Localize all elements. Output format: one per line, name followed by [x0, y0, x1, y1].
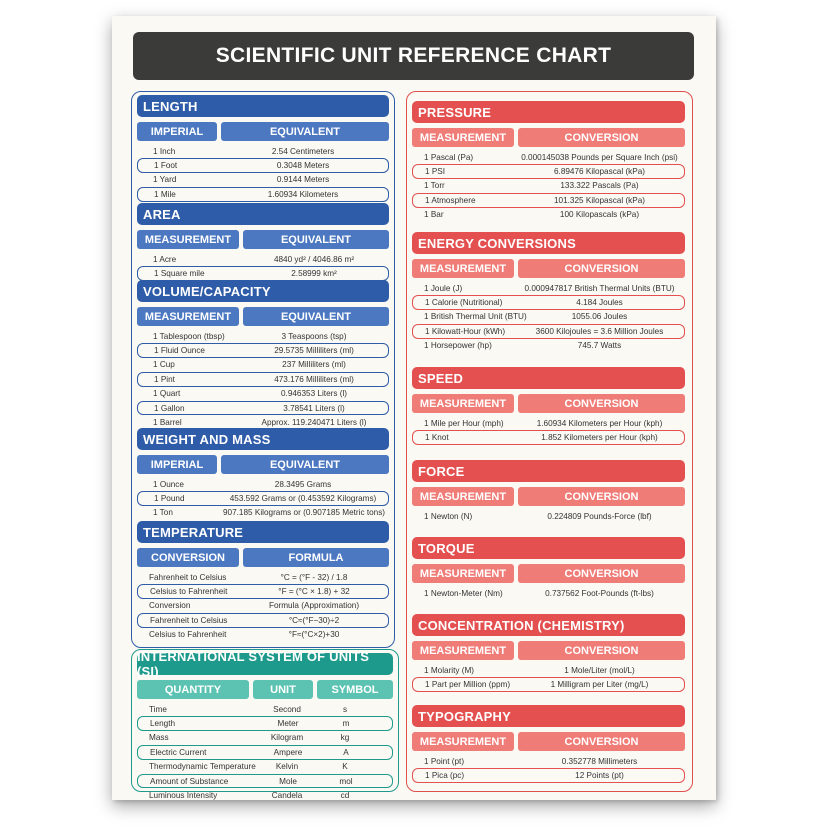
- table-row: [412, 663, 685, 677]
- table-cell: Time: [149, 704, 167, 714]
- table-cell: 1 Torr: [424, 181, 445, 191]
- table-row: [412, 164, 685, 178]
- table-row: [137, 372, 389, 386]
- table-cell: °F≈(°C×2)+30: [288, 630, 340, 640]
- pressure-col2-header: CONVERSION: [518, 128, 685, 147]
- table-cell: 1 Square mile: [154, 269, 205, 279]
- pressure-section: [412, 101, 685, 222]
- si-col3-header: SYMBOL: [317, 680, 393, 699]
- table-cell: 1 Newton (N): [424, 511, 473, 521]
- table-cell: 1 Tablespoon (tbsp): [153, 331, 225, 341]
- torque-column-headers: [412, 564, 685, 583]
- table-cell: Conversion: [149, 601, 191, 611]
- table-row: [412, 768, 685, 782]
- pressure-col1-header: MEASUREMENT: [412, 128, 514, 147]
- table-row: [412, 310, 685, 324]
- table-cell: 1 Cup: [153, 360, 175, 370]
- table-row: [137, 628, 389, 642]
- table-row: [137, 343, 389, 357]
- torque-col1-header: MEASUREMENT: [412, 564, 514, 583]
- table-cell: 1 Barrel: [153, 418, 182, 428]
- table-cell: 0.000947817 British Thermal Units (BTU): [524, 283, 675, 293]
- table-cell: Kelvin: [275, 762, 299, 772]
- table-cell: Amount of Substance: [150, 776, 229, 786]
- table-cell: 745.7 Watts: [577, 341, 622, 351]
- table-cell: 907.185 Kilograms or (0.907185 Metric tons): [223, 508, 386, 518]
- table-cell: 0.9144 Meters: [276, 175, 330, 185]
- table-row: [137, 702, 393, 716]
- table-row: [137, 173, 389, 187]
- table-row: [137, 266, 389, 280]
- force-section: [412, 460, 685, 523]
- table-cell: 0.737562 Foot-Pounds (ft-lbs): [545, 588, 654, 598]
- speed-column-headers: [412, 394, 685, 413]
- table-row: [412, 150, 685, 164]
- table-cell: 3 Teaspoons (tsp): [281, 331, 347, 341]
- speed-section: [412, 367, 685, 445]
- force-heading: FORCE: [412, 460, 685, 482]
- table-row: [137, 613, 389, 627]
- table-row: [412, 416, 685, 430]
- table-row: [137, 477, 389, 491]
- table-cell: 453.592 Grams or (0.453592 Kilograms): [229, 494, 377, 504]
- table-cell: 1 Foot: [154, 161, 178, 171]
- table-row: [137, 144, 389, 158]
- table-cell: °F = (°C × 1.8) + 32: [278, 587, 350, 597]
- table-row: [137, 252, 389, 266]
- table-cell: 1 Gallon: [154, 403, 185, 413]
- table-cell: mol: [339, 776, 353, 786]
- table-cell: 1 Acre: [153, 254, 177, 264]
- table-cell: 1 PSI: [425, 167, 446, 177]
- table-row: [137, 731, 393, 745]
- table-row: [412, 509, 685, 523]
- table-cell: Formula (Approximation): [268, 601, 360, 611]
- table-cell: 1 Yard: [153, 175, 177, 185]
- table-row: [412, 677, 685, 691]
- weight-heading: WEIGHT AND MASS: [137, 428, 389, 450]
- table-row: [137, 745, 393, 759]
- concentration-column-headers: [412, 641, 685, 660]
- table-cell: cd: [340, 791, 350, 801]
- table-cell: 1 Ounce: [153, 479, 184, 489]
- table-row: [137, 358, 389, 372]
- table-row: [412, 324, 685, 338]
- table-cell: 0.224809 Pounds-Force (lbf): [547, 511, 652, 521]
- table-cell: 1 Mile per Hour (mph): [424, 418, 504, 428]
- length-col1-header: IMPERIAL: [137, 122, 217, 141]
- table-cell: 1 Ton: [153, 508, 173, 518]
- table-row: [137, 158, 389, 172]
- table-cell: 100 Kilopascals (kPa): [559, 210, 640, 220]
- table-cell: Luminous Intensity: [149, 791, 218, 801]
- length-section: [137, 95, 389, 202]
- typography-col2-header: CONVERSION: [518, 732, 685, 751]
- typography-heading: TYPOGRAPHY: [412, 705, 685, 727]
- torque-section: [412, 537, 685, 600]
- table-cell: 0.3048 Meters: [276, 161, 330, 171]
- table-row: [137, 387, 389, 401]
- energy-col2-header: CONVERSION: [518, 259, 685, 278]
- table-row: [137, 788, 393, 802]
- volume-heading: VOLUME/CAPACITY: [137, 280, 389, 302]
- temperature-column-headers: [137, 548, 389, 567]
- table-cell: 1 Molarity (M): [424, 665, 475, 675]
- temperature-heading: TEMPERATURE: [137, 521, 389, 543]
- typography-column-headers: [412, 732, 685, 751]
- table-cell: 4.184 Joules: [576, 298, 623, 308]
- table-cell: K: [342, 762, 348, 772]
- concentration-heading: CONCENTRATION (CHEMISTRY): [412, 614, 685, 636]
- table-cell: 1 Atmosphere: [425, 195, 476, 205]
- table-cell: Mole: [279, 776, 297, 786]
- length-col2-header: EQUIVALENT: [221, 122, 389, 141]
- torque-heading: TORQUE: [412, 537, 685, 559]
- table-row: [137, 187, 389, 201]
- table-cell: 1 Quart: [153, 389, 181, 399]
- volume-column-headers: [137, 307, 389, 326]
- table-cell: 1 Bar: [424, 210, 444, 220]
- table-row: [137, 401, 389, 415]
- volume-col2-header: EQUIVALENT: [243, 307, 389, 326]
- table-cell: Kilogram: [270, 733, 304, 743]
- chart-title: SCIENTIFIC UNIT REFERENCE CHART: [133, 32, 694, 80]
- speed-heading: SPEED: [412, 367, 685, 389]
- weight-section: [137, 428, 389, 520]
- table-cell: Mass: [149, 733, 169, 743]
- table-cell: 28.3495 Grams: [274, 479, 332, 489]
- concentration-section: [412, 614, 685, 692]
- table-cell: 0.000145038 Pounds per Square Inch (psi): [521, 152, 678, 162]
- table-cell: 1 Mole/Liter (mol/L): [564, 665, 635, 675]
- table-cell: Meter: [277, 719, 299, 729]
- table-cell: 2.58999 km²: [291, 269, 337, 279]
- speed-col1-header: MEASUREMENT: [412, 394, 514, 413]
- si-col2-header: UNIT: [253, 680, 313, 699]
- temperature-section: [137, 521, 389, 642]
- table-cell: m: [342, 719, 350, 729]
- table-cell: A: [343, 747, 349, 757]
- table-row: [137, 329, 389, 343]
- table-cell: Thermodynamic Temperature: [149, 762, 256, 772]
- area-section: [137, 203, 389, 281]
- table-cell: 29.5735 Milliliters (ml): [274, 346, 354, 356]
- length-heading: LENGTH: [137, 95, 389, 117]
- table-cell: 4840 yd² / 4046.86 m²: [273, 254, 355, 264]
- pressure-column-headers: [412, 128, 685, 147]
- area-column-headers: [137, 230, 389, 249]
- si-heading: INTERNATIONAL SYSTEM OF UNITS (SI): [137, 653, 393, 675]
- table-row: [137, 716, 393, 730]
- table-cell: 1 Horsepower (hp): [424, 341, 492, 351]
- table-row: [137, 506, 389, 520]
- force-col2-header: CONVERSION: [518, 487, 685, 506]
- weight-column-headers: [137, 455, 389, 474]
- table-cell: Fahrenheit to Celsius: [149, 572, 227, 582]
- length-column-headers: [137, 122, 389, 141]
- table-cell: °C≈(°F−30)÷2: [288, 615, 340, 625]
- table-cell: 12 Points (pt): [575, 771, 624, 781]
- weight-col2-header: EQUIVALENT: [221, 455, 389, 474]
- si-section: [137, 649, 393, 803]
- table-row: [412, 179, 685, 193]
- table-cell: 133.322 Pascals (Pa): [560, 181, 639, 191]
- table-cell: 1 Calorie (Nutritional): [425, 298, 503, 308]
- table-row: [412, 754, 685, 768]
- table-cell: 1 Knot: [425, 433, 449, 443]
- weight-col1-header: IMPERIAL: [137, 455, 217, 474]
- concentration-col2-header: CONVERSION: [518, 641, 685, 660]
- table-cell: 6.89476 Kilopascal (kPa): [553, 167, 646, 177]
- torque-col2-header: CONVERSION: [518, 564, 685, 583]
- si-column-headers: [137, 680, 393, 699]
- table-cell: 3600 Kilojoules = 3.6 Million Joules: [535, 326, 664, 336]
- table-cell: 1055.06 Joules: [571, 312, 628, 322]
- table-cell: 1 Pint: [154, 374, 175, 384]
- table-row: [412, 193, 685, 207]
- area-heading: AREA: [137, 203, 389, 225]
- reference-sheet: [112, 16, 716, 800]
- table-cell: 1.60934 Kilometers per Hour (kph): [536, 418, 663, 428]
- table-cell: Celsius to Fahrenheit: [150, 587, 228, 597]
- table-row: [412, 339, 685, 353]
- table-cell: 1.852 Kilometers per Hour (kph): [541, 433, 658, 443]
- table-cell: Candela: [271, 791, 303, 801]
- table-row: [137, 584, 389, 598]
- concentration-col1-header: MEASUREMENT: [412, 641, 514, 660]
- table-cell: Approx. 119.240471 Liters (l): [261, 418, 367, 428]
- table-cell: 2.54 Centimeters: [271, 146, 335, 156]
- si-col1-header: QUANTITY: [137, 680, 249, 699]
- table-row: [137, 491, 389, 505]
- table-cell: Fahrenheit to Celsius: [150, 615, 228, 625]
- table-row: [412, 586, 685, 600]
- table-cell: Second: [273, 704, 301, 714]
- table-cell: 1 Joule (J): [424, 283, 463, 293]
- table-cell: 1 Mile: [154, 189, 176, 199]
- table-cell: 0.352778 Millimeters: [561, 756, 638, 766]
- table-row: [137, 570, 389, 584]
- table-cell: 1 Pound: [154, 494, 185, 504]
- typography-section: [412, 705, 685, 783]
- table-cell: 1 Kilowatt-Hour (kWh): [425, 326, 506, 336]
- energy-col1-header: MEASUREMENT: [412, 259, 514, 278]
- table-cell: Length: [150, 719, 176, 729]
- table-cell: 1.60934 Kilometers: [267, 189, 339, 199]
- table-cell: 1 Fluid Ounce: [154, 346, 205, 356]
- energy-column-headers: [412, 259, 685, 278]
- table-row: [137, 774, 393, 788]
- table-row: [137, 760, 393, 774]
- typography-col1-header: MEASUREMENT: [412, 732, 514, 751]
- table-cell: Electric Current: [150, 747, 207, 757]
- force-column-headers: [412, 487, 685, 506]
- table-row: [412, 281, 685, 295]
- table-cell: 1 Point (pt): [424, 756, 465, 766]
- force-col1-header: MEASUREMENT: [412, 487, 514, 506]
- table-cell: s: [342, 704, 348, 714]
- temperature-col1-header: CONVERSION: [137, 548, 239, 567]
- table-cell: 473.176 Milliliters (ml): [274, 374, 354, 384]
- table-cell: 1 Part per Million (ppm): [425, 680, 511, 690]
- energy-section: [412, 232, 685, 353]
- table-cell: 1 Newton-Meter (Nm): [424, 588, 503, 598]
- pressure-heading: PRESSURE: [412, 101, 685, 123]
- table-cell: 0.946353 Liters (l): [281, 389, 347, 399]
- table-row: [412, 208, 685, 222]
- table-cell: Celsius to Fahrenheit: [149, 630, 227, 640]
- table-row: [412, 430, 685, 444]
- table-cell: 1 British Thermal Unit (BTU): [424, 312, 527, 322]
- area-col1-header: MEASUREMENT: [137, 230, 239, 249]
- table-cell: 1 Pica (pc): [425, 771, 465, 781]
- table-cell: 1 Inch: [153, 146, 176, 156]
- table-cell: 1 Pascal (Pa): [424, 152, 474, 162]
- table-cell: 3.78541 Liters (l): [283, 403, 345, 413]
- table-cell: 237 Milliliters (ml): [282, 360, 346, 370]
- table-cell: °C = (°F - 32) / 1.8: [280, 572, 348, 582]
- table-cell: Ampere: [273, 747, 303, 757]
- table-cell: 1 Milligram per Liter (mg/L): [550, 680, 649, 690]
- table-row: [412, 295, 685, 309]
- area-col2-header: EQUIVALENT: [243, 230, 389, 249]
- temperature-col2-header: FORMULA: [243, 548, 389, 567]
- table-cell: 101.325 Kilopascal (kPa): [553, 195, 646, 205]
- table-cell: kg: [340, 733, 350, 743]
- table-row: [137, 599, 389, 613]
- speed-col2-header: CONVERSION: [518, 394, 685, 413]
- volume-section: [137, 280, 389, 430]
- volume-col1-header: MEASUREMENT: [137, 307, 239, 326]
- energy-heading: ENERGY CONVERSIONS: [412, 232, 685, 254]
